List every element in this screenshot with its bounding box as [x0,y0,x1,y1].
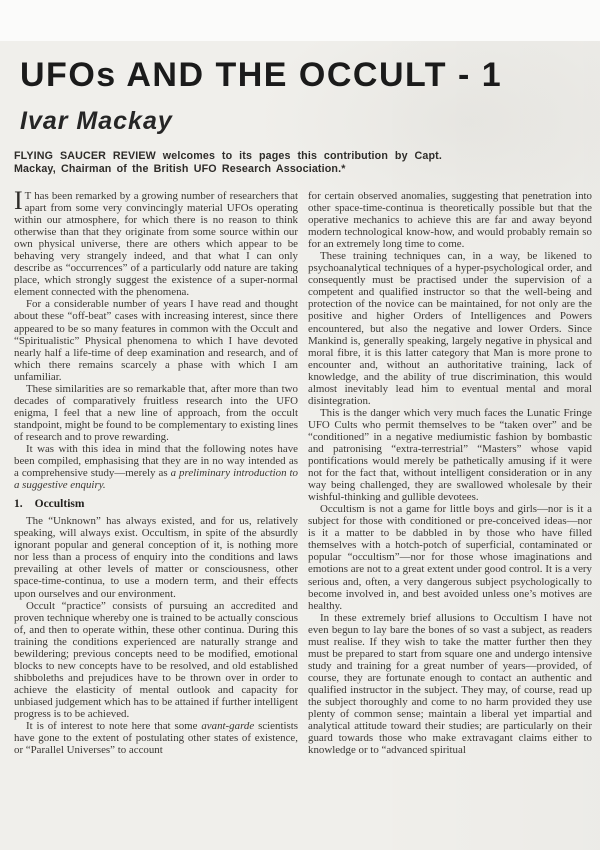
paragraph: Occultism is not a game for little boys and girls—nor is it a subject for those with conditioned or pre-conceived ideas—nor is it a matter to be dabbled in by those who have filled themselves with a hotch-potch of superficial, contaminated or popular “occultism”—nor for those whose imaginations and emotions are not to a great extent under good control. It is a very serious and, often, a very dangerous subject psychologically to become involved in, and best avoided unless one’s motives are healthy. [308,503,592,612]
standfirst: FLYING SAUCER REVIEW welcomes to its pages this contribution by Capt. Mackay, Chairman of the British UFO Research Association.* [14,150,442,175]
paragraph: The “Unknown” has always existed, and for us, relatively speaking, will always exist. Occultism, in spite of the absurdly ignorant popular and general conception of it, is nothing more nor less than a process of enquiry into the conditions and laws prevailing at other levels of matter or consciousness, other space-time-continua, to use a modern term, and their effects upon ourselves and our environment. [14,515,298,600]
paragraph: Occult “practice” consists of pursuing an accredited and proven technique whereby one is trained to be actually conscious of, and then to operate within, these other continua. During this training the conditions experienced are naturally strange and bewildering; previous concepts need to be modified, emotional blocks to new concepts have to be resolved, and old established shibboleths and prejudices have to be thrown over in order to achieve the elasticity of mental outlook and capacity for unbiased judgement which has to be attained if further intelligent progress is to be achieved. [14,599,298,720]
paragraph: These training techniques can, in a way, be likened to psychoanalytical techniques of a hyper-psychological order, and consequently must be practised under the supervision of a competent and qualified instructor so that the well-being and protection of the novice can be maintained, for not only are the positive and higher Orders of Intelligences and Powers encountered, but also the negative and lower Orders. Since Mankind is, generally speaking, largely negative in physical and moral fibre, it is this latter category that Man is more prone to encounter and, without an authoritative training, lack of knowledge, and the ability of true discrimination, this would almost inevitably lead him to eventual mental and moral disintegration. [308,250,592,407]
paragraph-text: It was with this idea in mind that the following notes have been compiled, emphasising that they are in no way intended as a comprehensive study—merely as [14,442,298,480]
paragraph-italic-text: avant-garde [201,720,255,733]
paragraph-text: It is of interest to note here that some [26,720,202,733]
paragraph: These similarities are so remarkable that, after more than two decades of comparatively fruitless research into the UFO enigma, I feel that a new line of approach, from the occult standpoint, might be found to be complementary to existing lines of research and to prove rewarding. [14,382,298,443]
paragraph [14,720,298,756]
section-title: Occultism [34,498,85,511]
paragraph [14,443,298,491]
paragraph: In these extremely brief allusions to Occultism I have not even begun to lay bare the bones of so vast a subject, as readers must realise. If they wish to take the matter further then they must be prepared to start from square one and undergo intensive study and training for a great number of years—provided, of course, they are fortunate enough to contact an authentic and qualified instructor in the subject. They may, of course, read up the subject thoroughly and come to no harm provided they use plenty of common sense; maintain a liberal yet impartial and analytical attitude toward their studies; are particularly on their guard towards those who make extravagant claims either to knowledge or to “advanced spiritual [308,611,592,757]
paragraph: For a considerable number of years I have read and thought about these “off-beat” cases with increasing interest, since there appeared to be so many features in common with the Occult and “Spiritualistic” Physical phenomena to which I have devoted nearly half a life-time of deep examination and research, and of which there remains scarcely a phase with which I am unfamiliar. [14,298,298,383]
paragraph [14,190,298,298]
article-title: UFOs AND THE OCCULT - 1 [20,56,503,94]
author-name: Ivar Mackay [20,107,173,135]
paragraph: This is the danger which very much faces the Lunatic Fringe UFO Cults who permit themselves to be “taken over” and be “conditioned” in a negative mediumistic fashion by bombastic and patronising “extra-terrestrial” “Masters” whose vapid pontifications would merely be pathetically amusing if it were not for the fact that, without intelligent consideration or in any way being challenged, they are swallowed wholesale by their wishful-thinking and gullible devotees. [308,406,592,504]
section-number: 1. [14,498,23,511]
article-body [14,190,592,830]
section-heading [14,498,298,510]
paragraph-text: scientists have gone to the extent of postulating other states of existence, or “Parallel Universes” to account [14,720,299,757]
left-column [14,190,298,830]
right-column [308,190,592,830]
paragraph: for certain observed anomalies, suggesting that penetration into other space-time-continua is theoretically possible but that the operative mechanics to achieve this are far and away beyond modern technological know-how, and would probably remain so for an extremely long time to come. [308,190,592,251]
paragraph-italic-text: a preliminary introduction to a suggestive enquiry. [14,467,298,492]
drop-cap: I [14,190,23,215]
paragraph-text: T has been remarked by a growing number of researchers that apart from some very convincingly material UFOs operating within our atmosphere, for which there is no reason to think otherwise than that they originate from some source within our own physical universe, there are others which appear to be behaving very strangely indeed, and that what I can only describe as “occurrences” of a particularly odd nature are taking place, which strongly suggest the existence of a super-normal element connected with the phenomena. [14,190,298,299]
